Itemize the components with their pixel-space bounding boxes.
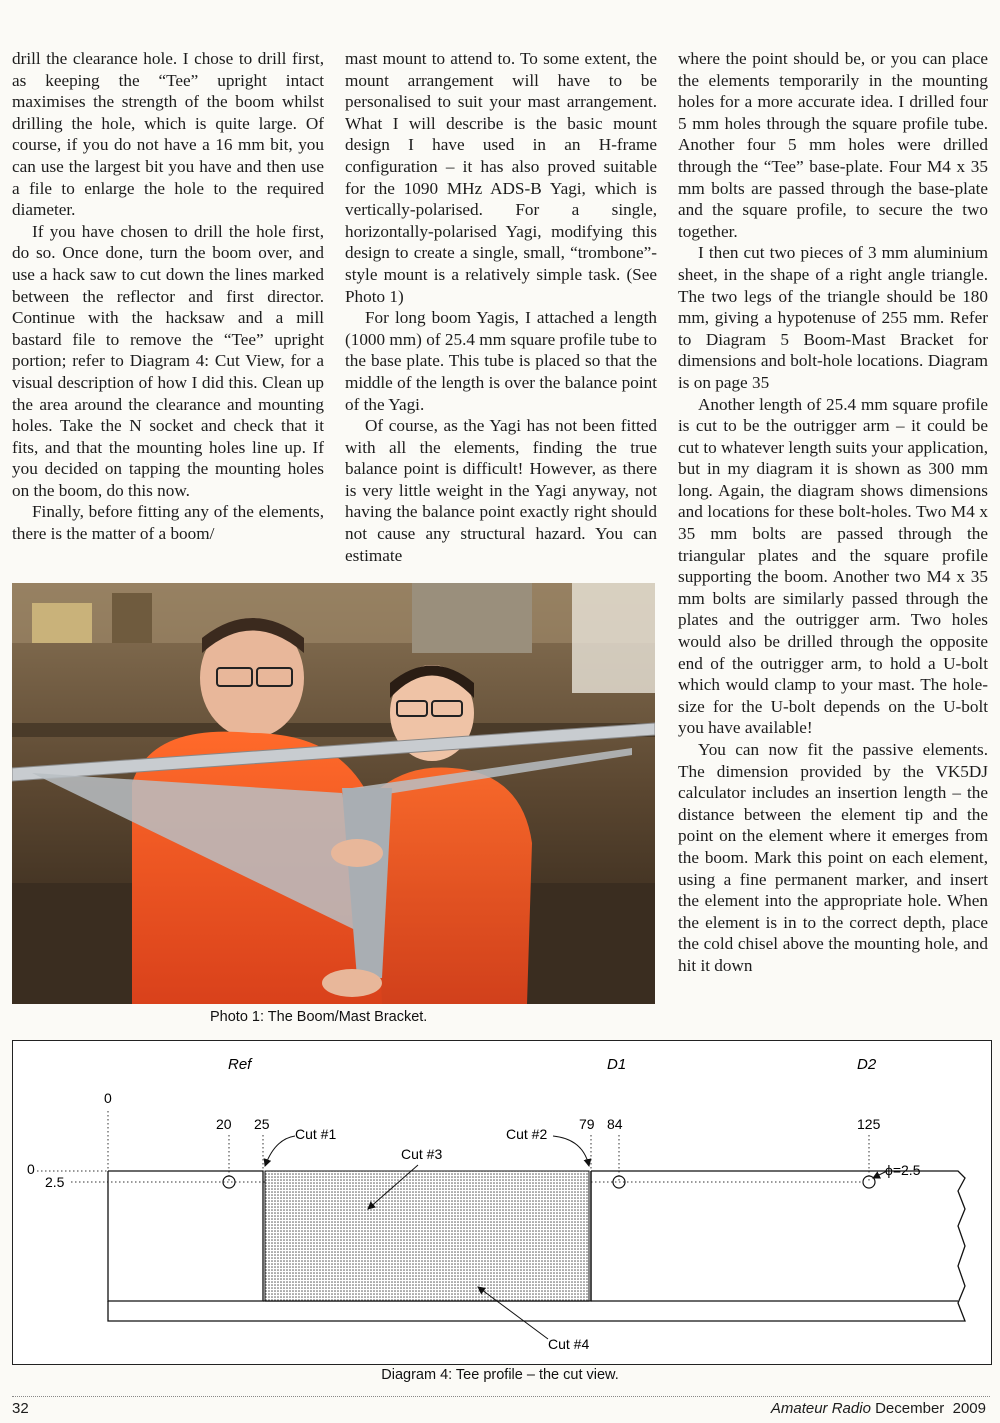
dim-20: 20 — [216, 1116, 232, 1132]
dim-y0: 0 — [27, 1161, 35, 1177]
dim-phi: ϕ=2.5 — [885, 1162, 921, 1178]
paragraph: Finally, before fitting any of the elements, there is the matter of a boom/ — [12, 502, 324, 544]
boom-mast-bracket-photo — [12, 583, 655, 1004]
label-d1: D1 — [607, 1056, 627, 1073]
paragraph: I then cut two pieces of 3 mm aluminium sheet, in the shape of a right angle triangle. The two legs of the triangle should be 180 mm, giving a hypotenuse of 255 mm. Refer to Diagram 5 Boom-Mast Bracket for dimensions and bolt-hole locations. Diagram is on page 35 — [678, 243, 988, 392]
photo-illustration — [12, 583, 655, 1004]
diagram-tee-profile — [12, 1040, 992, 1365]
label-ref: Ref — [228, 1056, 252, 1073]
cut-1-label: Cut #1 — [295, 1126, 337, 1142]
page-number: 32 — [12, 1400, 29, 1417]
publication-name: Amateur Radio — [770, 1400, 871, 1417]
paragraph: Of course, as the Yagi has not been fitted with all the elements, finding the true balance point is difficult! However, as there is very little weight in the Yagi anyway, not having the balance point exactly right should not cause any structural hazard. You can estimate — [345, 416, 657, 565]
dim-y25: 2.5 — [45, 1174, 65, 1190]
paragraph: For long boom Yagis, I attached a length (1000 mm) of 25.4 mm square profile tube to the base plate. This tube is placed so that the middle of the length is over the balance point of the Yagi. — [345, 308, 657, 414]
cut-4-label: Cut #4 — [548, 1336, 590, 1352]
paragraph: drill the clearance hole. I chose to drill first, as keeping the “Tee” upright intact maximises the strength of the boom whilst drilling the hole, which is quite large. Of course, if you do not have a 16 mm bit, you can use the largest bit you have and then use a file to enlarge the hole to the required diameter. — [12, 49, 324, 220]
dim-0: 0 — [104, 1090, 112, 1106]
hole-ref — [223, 1176, 235, 1188]
footer-rule — [12, 1396, 990, 1397]
cut-3-area — [265, 1171, 589, 1301]
diagram-caption: Diagram 4: Tee profile – the cut view. — [381, 1367, 619, 1383]
dim-84: 84 — [607, 1116, 623, 1132]
issue-date: December 2009 — [875, 1400, 986, 1417]
paragraph: where the point should be, or you can place the elements temporarily in the mounting holes for a more accurate idea. I drilled four 5 mm holes through the square profile tube. Another four 5 mm holes were drilled through the “Tee” base-plate. Four M4 x 35 mm bolts are passed through the base-plate and the square profile, to secure the two together. — [678, 49, 988, 241]
label-d2: D2 — [857, 1056, 877, 1073]
text-column-3 — [678, 48, 988, 1038]
paragraph: Another length of 25.4 mm square profile is cut to be the outrigger arm – it could be cut to whatever length suits your application, but in my diagram it is shown as 300 mm long. Again, the diagram shows dimensions and locations for these bolt-holes. Two M4 x 35 mm bolts are passed through the triangular plates and the square profile supporting the boom. Another two M4 x 35 mm bolts are similarly passed through the plates and the outrigger arm. Two holes would also be drilled through the opposite end of the outrigger arm, to hold a U-bolt which would clamp to your mast. The hole-size for the U-bolt depends on the U-bolt you have available! — [678, 394, 988, 738]
photo-caption: Photo 1: The Boom/Mast Bracket. — [210, 1009, 428, 1025]
dim-25: 25 — [254, 1116, 270, 1132]
tee-profile-diagram — [13, 1041, 991, 1364]
dim-79: 79 — [579, 1116, 595, 1132]
cut-2-label: Cut #2 — [506, 1126, 548, 1142]
footer-publication-date — [771, 1400, 986, 1417]
text-column-2 — [345, 48, 657, 566]
paragraph: mast mount to attend to. To some extent, the mount arrangement will have to be personalised to suit your mast arrangement. What I will describe is the basic mount design I have used in an H-frame configuration – it has also proved suitable for the 1090 MHz ADS-B Yagi, which is vertically-polarised. For a single, horizontally-polarised Yagi, modifying this design to create a single, small, “trombone”-style mount is a relatively simple task. (See Photo 1) — [345, 49, 657, 306]
paragraph: If you have chosen to drill the hole first, do so. Once done, turn the boom over, and use a hack saw to cut down the lines marked between the reflector and first director. Continue with the hacksaw and a mill bastard file to remove the “Tee” upright portion; refer to Diagram 4: Cut View, for a visual description of how I did this. Clean up the area around the clearance and mounting holes. Take the N socket and check that it fits, and that the mounting holes line up. If you decided on tapping the mounting holes on the boom, do this now. — [12, 221, 324, 500]
cut-3-label: Cut #3 — [401, 1146, 443, 1162]
dim-125: 125 — [857, 1116, 881, 1132]
paragraph: You can now fit the passive elements. The dimension provided by the VK5DJ calculator includes an insertion length – the distance between the element tip and the point on the element where it emerges from the boom. Mark this point on each element, using a fine permanent marker, and insert the element into the appropriate hole. When the element is in to the correct depth, place the cold chisel above the mounting hole, and hit it down — [678, 740, 988, 975]
text-column-1 — [12, 48, 324, 545]
